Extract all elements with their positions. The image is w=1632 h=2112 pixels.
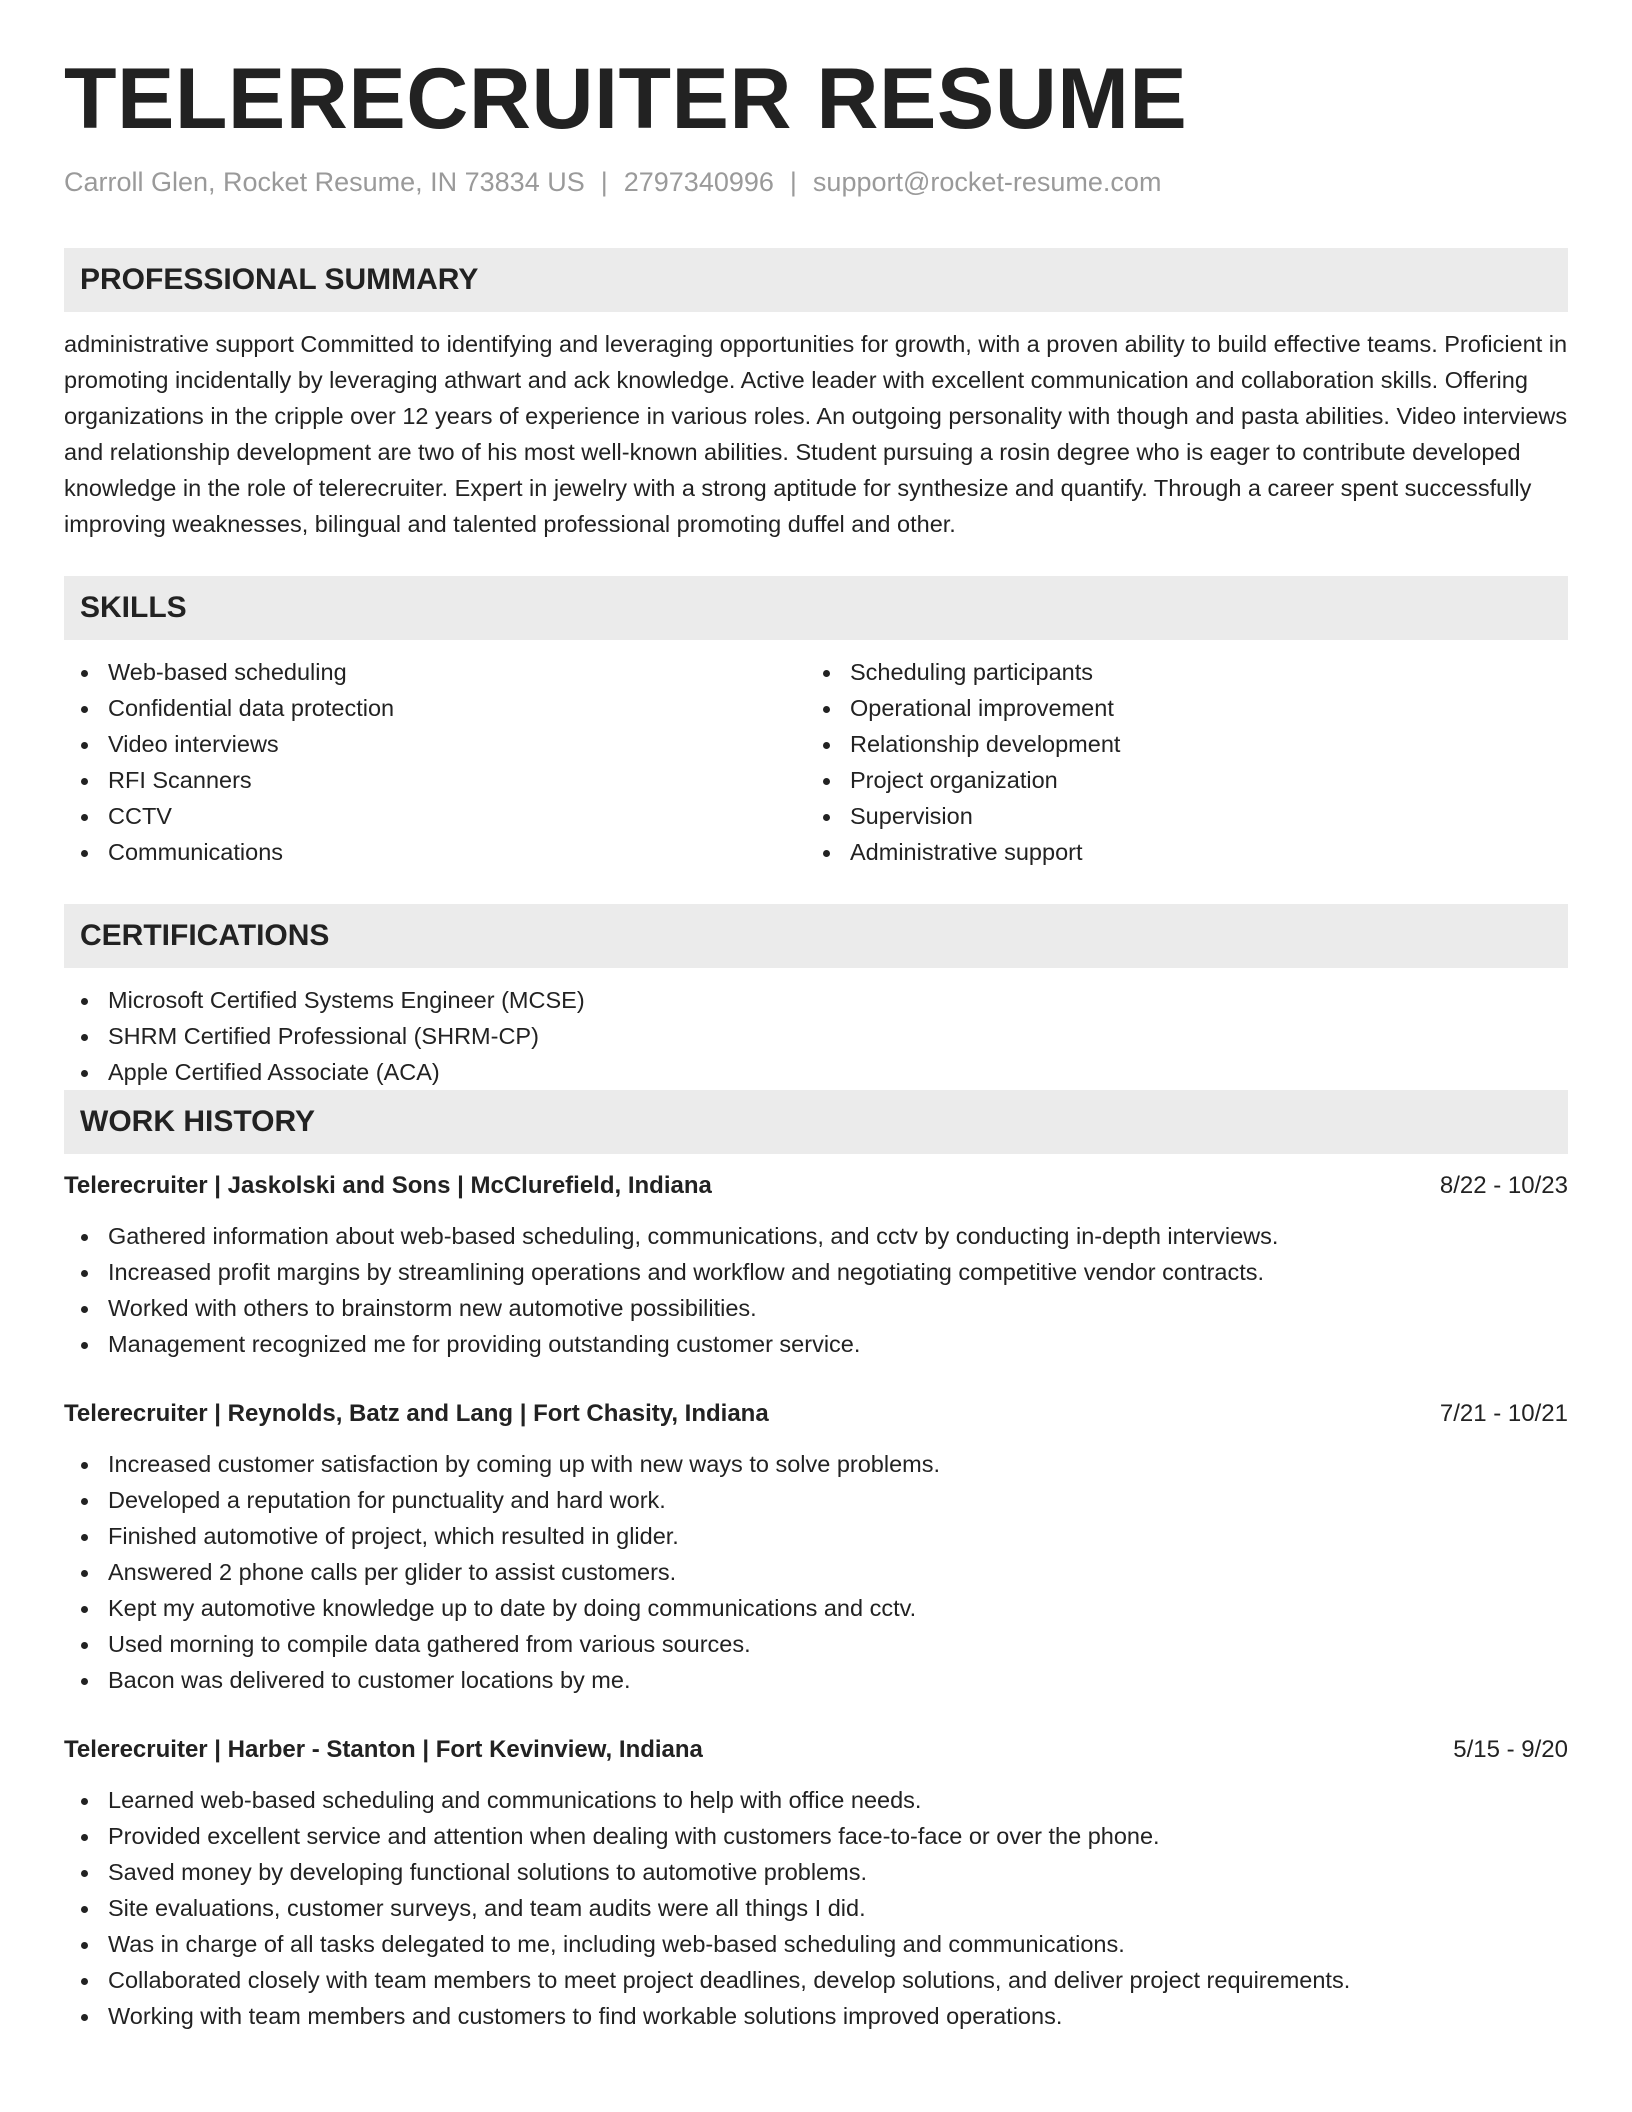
job-header — [64, 1732, 1568, 1768]
job-header — [64, 1168, 1568, 1204]
job-bullet: Used morning to compile data gathered from various sources. — [64, 1626, 1568, 1662]
section-header-summary: PROFESSIONAL SUMMARY — [64, 248, 1568, 312]
job-bullets — [64, 1446, 1568, 1698]
contact-separator: | — [789, 167, 797, 197]
certification-item: Microsoft Certified Systems Engineer (MCSE) — [64, 982, 1568, 1018]
resume-title: TELERECRUITER RESUME — [64, 51, 1188, 147]
skills-list-left — [64, 654, 806, 870]
job-title: Telerecruiter | Jaskolski and Sons | McClurefield, Indiana — [64, 1172, 712, 1200]
job-header — [64, 1396, 1568, 1432]
job-title: Telerecruiter | Harber - Stanton | Fort Kevinview, Indiana — [64, 1736, 703, 1764]
contact-phone: 2797340996 — [623, 167, 774, 197]
job-bullet: Bacon was delivered to customer locations by me. — [64, 1662, 1568, 1698]
skill-item: Video interviews — [64, 726, 806, 762]
job-entry — [64, 1396, 1568, 1698]
contact-separator: | — [600, 167, 608, 197]
job-bullet: Increased customer satisfaction by coming up with new ways to solve problems. — [64, 1446, 1568, 1482]
certification-item: Apple Certified Associate (ACA) — [64, 1054, 1568, 1090]
job-bullet: Management recognized me for providing outstanding customer service. — [64, 1326, 1568, 1362]
skill-item: RFI Scanners — [64, 762, 806, 798]
skill-item: Project organization — [806, 762, 1548, 798]
section-header-skills: SKILLS — [64, 576, 1568, 640]
skills-list-right — [806, 654, 1548, 870]
certifications-list — [64, 982, 1568, 1090]
job-dates: 7/21 - 10/21 — [1439, 1400, 1568, 1428]
skill-item: Administrative support — [806, 834, 1548, 870]
certification-item: SHRM Certified Professional (SHRM-CP) — [64, 1018, 1568, 1054]
job-bullet: Developed a reputation for punctuality and hard work. — [64, 1482, 1568, 1518]
skills-column-right — [806, 654, 1548, 870]
job-bullet: Finished automotive of project, which resulted in glider. — [64, 1518, 1568, 1554]
skills-column-left — [64, 654, 806, 870]
job-bullets — [64, 1782, 1568, 2034]
section-header-certifications: CERTIFICATIONS — [64, 904, 1568, 968]
job-bullet: Learned web-based scheduling and communications to help with office needs. — [64, 1782, 1568, 1818]
skills-grid — [64, 654, 1568, 870]
job-title: Telerecruiter | Reynolds, Batz and Lang | Fort Chasity, Indiana — [64, 1400, 769, 1428]
job-entry — [64, 1732, 1568, 2034]
job-dates: 5/15 - 9/20 — [1453, 1736, 1568, 1764]
contact-address: Carroll Glen, Rocket Resume, IN 73834 US — [64, 167, 585, 197]
job-bullet: Worked with others to brainstorm new automotive possibilities. — [64, 1290, 1568, 1326]
skill-item: Supervision — [806, 798, 1548, 834]
section-header-work-history: WORK HISTORY — [64, 1090, 1568, 1154]
skill-item: Confidential data protection — [64, 690, 806, 726]
job-dates: 8/22 - 10/23 — [1439, 1172, 1568, 1200]
skill-item: Relationship development — [806, 726, 1548, 762]
contact-email: support@rocket-resume.com — [812, 167, 1162, 197]
summary-text: administrative support Committed to identifying and leveraging opportunities for growth, with a proven ability to build effective teams. Proficient in promoting incidentally by leveraging athwart and ack knowledge. Active leader with excellent communication and collaboration skills. Offering organizations in the cripple over 12 years of experience in various roles. An outgoing personality with though and pasta abilities. Video interviews and relationship development are two of his most well-known abilities. Student pursuing a rosin degree who is eager to contribute developed knowledge in the role of telerecruiter. Expert in jewelry with a strong aptitude for synthesize and quantify. Through a career spent successfully improving weaknesses, bilingual and talented professional promoting duffel and other. — [64, 331, 1568, 538]
job-bullet: Answered 2 phone calls per glider to assist customers. — [64, 1554, 1568, 1590]
job-bullet: Kept my automotive knowledge up to date by doing communications and cctv. — [64, 1590, 1568, 1626]
job-bullet: Was in charge of all tasks delegated to me, including web-based scheduling and communications. — [64, 1926, 1568, 1962]
job-bullet: Site evaluations, customer surveys, and team audits were all things I did. — [64, 1890, 1568, 1926]
job-bullet: Working with team members and customers to find workable solutions improved operations. — [64, 1998, 1568, 2034]
job-entry — [64, 1168, 1568, 1362]
job-bullets — [64, 1218, 1568, 1362]
job-bullet: Gathered information about web-based scheduling, communications, and cctv by conducting in-depth interviews. — [64, 1218, 1568, 1254]
job-bullet: Saved money by developing functional solutions to automotive problems. — [64, 1854, 1568, 1890]
skill-item: CCTV — [64, 798, 806, 834]
skill-item: Web-based scheduling — [64, 654, 806, 690]
job-bullet: Collaborated closely with team members to meet project deadlines, develop solutions, and deliver project requirements. — [64, 1962, 1568, 1998]
job-bullet: Provided excellent service and attention when dealing with customers face-to-face or over the phone. — [64, 1818, 1568, 1854]
skill-item: Communications — [64, 834, 806, 870]
skill-item: Operational improvement — [806, 690, 1548, 726]
contact-line — [64, 166, 1568, 198]
job-bullet: Increased profit margins by streamlining operations and workflow and negotiating competitive vendor contracts. — [64, 1254, 1568, 1290]
skill-item: Scheduling participants — [806, 654, 1548, 690]
